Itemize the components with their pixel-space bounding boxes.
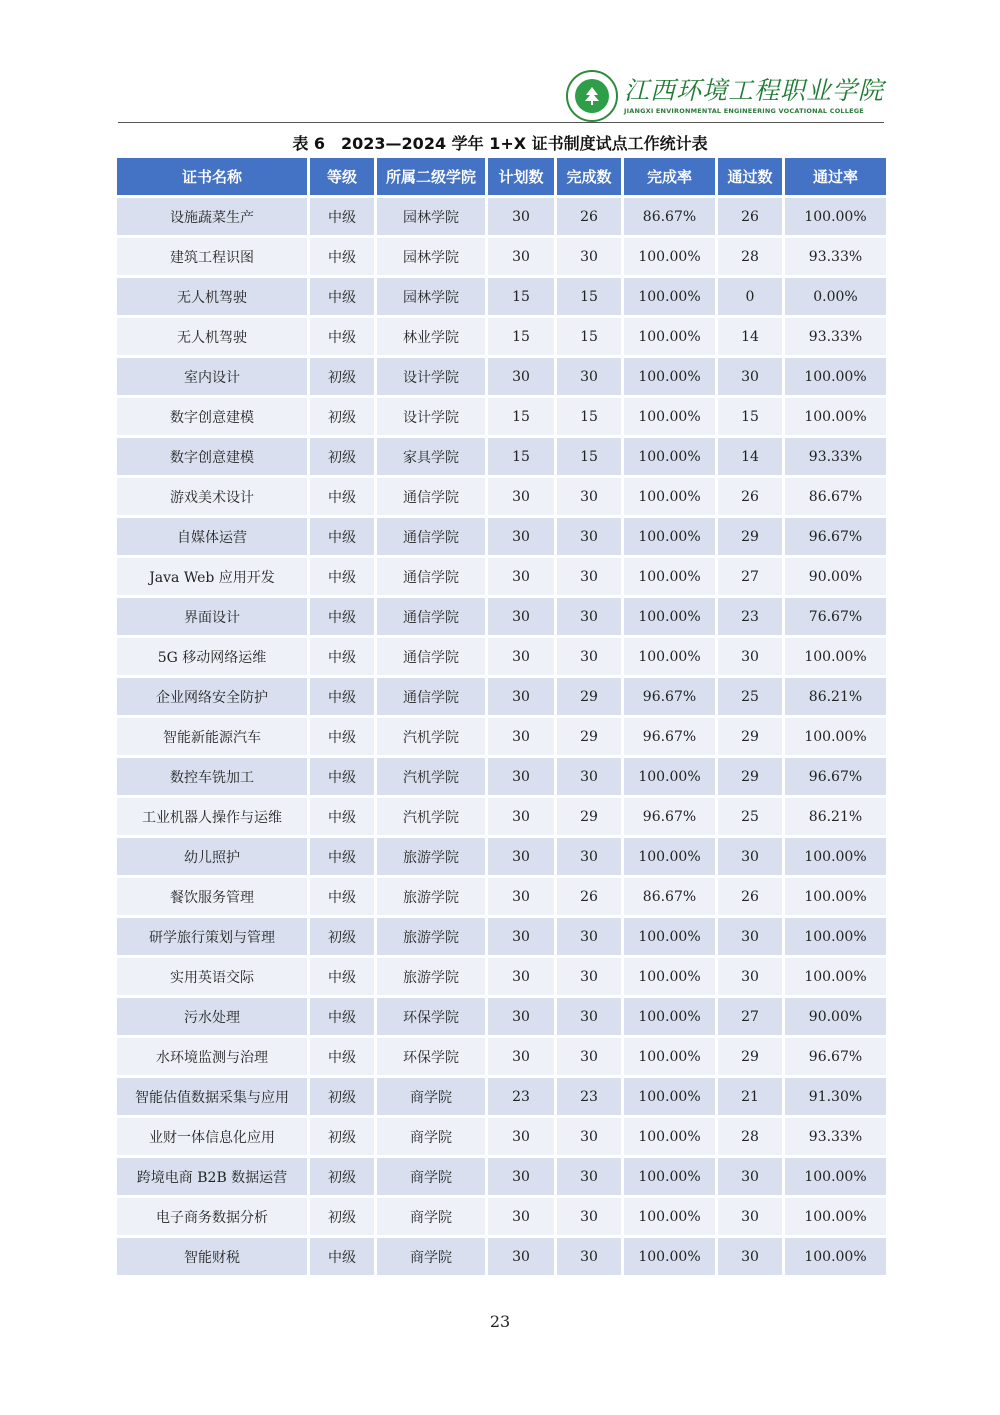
cell-completion-rate: 100.00% (624, 558, 715, 595)
cell-certificate-name: 水环境监测与治理 (117, 1038, 307, 1075)
cell-college: 林业学院 (377, 318, 485, 355)
cell-level: 中级 (310, 1038, 374, 1075)
cell-pass-rate: 93.33% (785, 238, 886, 275)
cell-completion-rate: 100.00% (624, 398, 715, 435)
cell-certificate-name: 室内设计 (117, 358, 307, 395)
cell-completion-rate: 100.00% (624, 998, 715, 1035)
cell-planned-count: 15 (488, 438, 554, 475)
cell-planned-count: 30 (488, 638, 554, 675)
cell-level: 中级 (310, 518, 374, 555)
cell-passed-count: 30 (718, 838, 782, 875)
cell-completed-count: 30 (557, 918, 621, 955)
table-row (117, 1238, 886, 1275)
column-header-planned-count: 计划数 (488, 158, 554, 195)
cell-passed-count: 29 (718, 1038, 782, 1075)
cell-planned-count: 30 (488, 1198, 554, 1235)
cell-college: 环保学院 (377, 1038, 485, 1075)
cell-planned-count: 30 (488, 558, 554, 595)
cell-college: 汽机学院 (377, 758, 485, 795)
cell-level: 初级 (310, 918, 374, 955)
cell-certificate-name: 企业网络安全防护 (117, 678, 307, 715)
cell-passed-count: 29 (718, 518, 782, 555)
cell-completed-count: 30 (557, 1158, 621, 1195)
table-header-row (117, 158, 886, 195)
cell-level: 中级 (310, 678, 374, 715)
column-header-completion-rate: 完成率 (624, 158, 715, 195)
cell-level: 中级 (310, 638, 374, 675)
cell-pass-rate: 100.00% (785, 838, 886, 875)
cell-completed-count: 26 (557, 878, 621, 915)
cell-passed-count: 28 (718, 238, 782, 275)
cell-completion-rate: 100.00% (624, 1198, 715, 1235)
cell-passed-count: 25 (718, 678, 782, 715)
cell-college: 商学院 (377, 1158, 485, 1195)
college-logo (566, 70, 884, 122)
cell-certificate-name: 游戏美术设计 (117, 478, 307, 515)
cell-level: 中级 (310, 758, 374, 795)
cell-passed-count: 15 (718, 398, 782, 435)
cell-completion-rate: 100.00% (624, 1238, 715, 1275)
cell-completion-rate: 100.00% (624, 958, 715, 995)
certificate-statistics-table (114, 155, 889, 1278)
table-row (117, 558, 886, 595)
cell-college: 旅游学院 (377, 918, 485, 955)
cell-pass-rate: 86.21% (785, 678, 886, 715)
cell-completion-rate: 100.00% (624, 1038, 715, 1075)
cell-passed-count: 26 (718, 198, 782, 235)
cell-planned-count: 30 (488, 198, 554, 235)
cell-certificate-name: 幼儿照护 (117, 838, 307, 875)
cell-certificate-name: 智能估值数据采集与应用 (117, 1078, 307, 1115)
cell-completion-rate: 100.00% (624, 918, 715, 955)
cell-level: 中级 (310, 318, 374, 355)
cell-completed-count: 30 (557, 638, 621, 675)
cell-passed-count: 14 (718, 318, 782, 355)
cell-completion-rate: 100.00% (624, 598, 715, 635)
table-row (117, 198, 886, 235)
cell-completed-count: 15 (557, 278, 621, 315)
table-row (117, 678, 886, 715)
cell-college: 通信学院 (377, 558, 485, 595)
cell-completed-count: 30 (557, 598, 621, 635)
cell-college: 商学院 (377, 1078, 485, 1115)
cell-certificate-name: 5G 移动网络运维 (117, 638, 307, 675)
cell-completed-count: 30 (557, 998, 621, 1035)
cell-certificate-name: 电子商务数据分析 (117, 1198, 307, 1235)
cell-completion-rate: 96.67% (624, 718, 715, 755)
cell-pass-rate: 96.67% (785, 758, 886, 795)
cell-planned-count: 30 (488, 958, 554, 995)
column-header-pass-rate: 通过率 (785, 158, 886, 195)
cell-completion-rate: 100.00% (624, 838, 715, 875)
cell-level: 中级 (310, 238, 374, 275)
cell-completion-rate: 100.00% (624, 358, 715, 395)
table-row (117, 1198, 886, 1235)
cell-college: 商学院 (377, 1118, 485, 1155)
cell-completed-count: 15 (557, 438, 621, 475)
cell-level: 初级 (310, 398, 374, 435)
cell-certificate-name: 餐饮服务管理 (117, 878, 307, 915)
cell-level: 中级 (310, 718, 374, 755)
cell-completion-rate: 100.00% (624, 318, 715, 355)
column-header-completed-count: 完成数 (557, 158, 621, 195)
table-row (117, 318, 886, 355)
cell-completion-rate: 100.00% (624, 478, 715, 515)
cell-passed-count: 30 (718, 638, 782, 675)
cell-passed-count: 28 (718, 1118, 782, 1155)
cell-planned-count: 30 (488, 758, 554, 795)
cell-level: 初级 (310, 1198, 374, 1235)
cell-pass-rate: 100.00% (785, 198, 886, 235)
table-row (117, 838, 886, 875)
cell-pass-rate: 100.00% (785, 1158, 886, 1195)
cell-planned-count: 30 (488, 878, 554, 915)
cell-planned-count: 30 (488, 1038, 554, 1075)
cell-passed-count: 29 (718, 758, 782, 795)
cell-pass-rate: 93.33% (785, 438, 886, 475)
cell-certificate-name: 无人机驾驶 (117, 318, 307, 355)
table-row (117, 1118, 886, 1155)
cell-college: 通信学院 (377, 638, 485, 675)
cell-pass-rate: 90.00% (785, 998, 886, 1035)
table-row (117, 1038, 886, 1075)
cell-passed-count: 30 (718, 358, 782, 395)
cell-planned-count: 30 (488, 1238, 554, 1275)
cell-planned-count: 30 (488, 998, 554, 1035)
header-divider (118, 122, 884, 123)
cell-completion-rate: 100.00% (624, 758, 715, 795)
cell-pass-rate: 100.00% (785, 358, 886, 395)
cell-level: 中级 (310, 198, 374, 235)
cell-planned-count: 30 (488, 238, 554, 275)
page-number: 23 (489, 1312, 511, 1331)
cell-completed-count: 30 (557, 838, 621, 875)
cell-passed-count: 27 (718, 998, 782, 1035)
table-row (117, 478, 886, 515)
table-row (117, 1078, 886, 1115)
cell-completed-count: 30 (557, 1038, 621, 1075)
cell-passed-count: 26 (718, 878, 782, 915)
cell-certificate-name: 研学旅行策划与管理 (117, 918, 307, 955)
cell-level: 中级 (310, 998, 374, 1035)
cell-completion-rate: 100.00% (624, 1118, 715, 1155)
cell-pass-rate: 100.00% (785, 1198, 886, 1235)
cell-college: 园林学院 (377, 278, 485, 315)
cell-planned-count: 30 (488, 358, 554, 395)
table-row (117, 758, 886, 795)
table-row (117, 358, 886, 395)
cell-planned-count: 15 (488, 318, 554, 355)
cell-college: 旅游学院 (377, 958, 485, 995)
cell-level: 中级 (310, 558, 374, 595)
cell-completed-count: 29 (557, 678, 621, 715)
cell-level: 中级 (310, 598, 374, 635)
table-row (117, 918, 886, 955)
table-body (117, 198, 886, 1275)
page-header (118, 66, 884, 122)
cell-college: 商学院 (377, 1238, 485, 1275)
cell-pass-rate: 100.00% (785, 958, 886, 995)
cell-passed-count: 30 (718, 1198, 782, 1235)
cell-passed-count: 14 (718, 438, 782, 475)
cell-level: 初级 (310, 1078, 374, 1115)
cell-pass-rate: 96.67% (785, 1038, 886, 1075)
cell-passed-count: 29 (718, 718, 782, 755)
cell-certificate-name: 数字创意建模 (117, 438, 307, 475)
cell-planned-count: 30 (488, 1118, 554, 1155)
cell-certificate-name: 自媒体运营 (117, 518, 307, 555)
cell-college: 通信学院 (377, 518, 485, 555)
cell-completion-rate: 100.00% (624, 438, 715, 475)
cell-level: 中级 (310, 958, 374, 995)
cell-planned-count: 30 (488, 678, 554, 715)
cell-college: 商学院 (377, 1198, 485, 1235)
cell-completion-rate: 100.00% (624, 1078, 715, 1115)
table-row (117, 878, 886, 915)
cell-certificate-name: Java Web 应用开发 (117, 558, 307, 595)
cell-pass-rate: 96.67% (785, 518, 886, 555)
cell-planned-count: 23 (488, 1078, 554, 1115)
cell-pass-rate: 86.67% (785, 478, 886, 515)
cell-passed-count: 30 (718, 1158, 782, 1195)
cell-level: 中级 (310, 838, 374, 875)
cell-planned-count: 30 (488, 798, 554, 835)
cell-passed-count: 30 (718, 958, 782, 995)
cell-pass-rate: 91.30% (785, 1078, 886, 1115)
cell-completed-count: 30 (557, 478, 621, 515)
table-row (117, 278, 886, 315)
cell-certificate-name: 建筑工程识图 (117, 238, 307, 275)
cell-passed-count: 25 (718, 798, 782, 835)
cell-passed-count: 30 (718, 1238, 782, 1275)
cell-college: 设计学院 (377, 398, 485, 435)
column-header-certificate-name: 证书名称 (117, 158, 307, 195)
cell-planned-count: 30 (488, 1158, 554, 1195)
cell-certificate-name: 界面设计 (117, 598, 307, 635)
column-header-college: 所属二级学院 (377, 158, 485, 195)
cell-college: 旅游学院 (377, 838, 485, 875)
cell-certificate-name: 数控车铣加工 (117, 758, 307, 795)
cell-pass-rate: 100.00% (785, 398, 886, 435)
cell-planned-count: 15 (488, 398, 554, 435)
column-header-level: 等级 (310, 158, 374, 195)
cell-completed-count: 30 (557, 758, 621, 795)
cell-pass-rate: 86.21% (785, 798, 886, 835)
cell-certificate-name: 数字创意建模 (117, 398, 307, 435)
cell-completed-count: 30 (557, 558, 621, 595)
cell-pass-rate: 100.00% (785, 918, 886, 955)
cell-planned-count: 30 (488, 918, 554, 955)
cell-certificate-name: 业财一体信息化应用 (117, 1118, 307, 1155)
cell-completed-count: 30 (557, 958, 621, 995)
cell-college: 园林学院 (377, 238, 485, 275)
cell-planned-count: 30 (488, 478, 554, 515)
cell-college: 园林学院 (377, 198, 485, 235)
cell-completion-rate: 96.67% (624, 798, 715, 835)
table-row (117, 1158, 886, 1195)
cell-pass-rate: 100.00% (785, 718, 886, 755)
cell-level: 中级 (310, 478, 374, 515)
table-row (117, 998, 886, 1035)
cell-college: 环保学院 (377, 998, 485, 1035)
cell-completion-rate: 100.00% (624, 278, 715, 315)
cell-planned-count: 30 (488, 598, 554, 635)
cell-certificate-name: 跨境电商 B2B 数据运营 (117, 1158, 307, 1195)
cell-certificate-name: 无人机驾驶 (117, 278, 307, 315)
cell-planned-count: 15 (488, 278, 554, 315)
cell-pass-rate: 93.33% (785, 318, 886, 355)
cell-planned-count: 30 (488, 718, 554, 755)
cell-planned-count: 30 (488, 838, 554, 875)
cell-completion-rate: 86.67% (624, 198, 715, 235)
cell-college: 通信学院 (377, 678, 485, 715)
table-title: 表 6 2023—2024 学年 1+X 证书制度试点工作统计表 (292, 134, 708, 153)
cell-completion-rate: 100.00% (624, 238, 715, 275)
cell-pass-rate: 76.67% (785, 598, 886, 635)
cell-completed-count: 26 (557, 198, 621, 235)
cell-college: 家具学院 (377, 438, 485, 475)
cell-certificate-name: 工业机器人操作与运维 (117, 798, 307, 835)
cell-completed-count: 15 (557, 398, 621, 435)
cell-college: 通信学院 (377, 598, 485, 635)
cell-completed-count: 23 (557, 1078, 621, 1115)
cell-level: 中级 (310, 878, 374, 915)
table-row (117, 958, 886, 995)
cell-certificate-name: 污水处理 (117, 998, 307, 1035)
cell-completed-count: 30 (557, 1198, 621, 1235)
college-name-en: JIANGXI ENVIRONMENTAL ENGINEERING VOCATIONAL COLLEGE (623, 107, 864, 115)
cell-completed-count: 30 (557, 518, 621, 555)
cell-college: 汽机学院 (377, 798, 485, 835)
cell-level: 中级 (310, 278, 374, 315)
table-row (117, 598, 886, 635)
cell-pass-rate: 0.00% (785, 278, 886, 315)
cell-planned-count: 30 (488, 518, 554, 555)
cell-pass-rate: 100.00% (785, 878, 886, 915)
cell-completed-count: 30 (557, 358, 621, 395)
table-row (117, 438, 886, 475)
cell-passed-count: 0 (718, 278, 782, 315)
cell-passed-count: 26 (718, 478, 782, 515)
cell-passed-count: 21 (718, 1078, 782, 1115)
cell-certificate-name: 智能财税 (117, 1238, 307, 1275)
cell-level: 初级 (310, 358, 374, 395)
table-row (117, 638, 886, 675)
college-name-cn: 江西环境工程职业学院 (623, 76, 884, 105)
tree-icon (581, 85, 603, 107)
cell-passed-count: 30 (718, 918, 782, 955)
cell-level: 初级 (310, 1158, 374, 1195)
cell-completion-rate: 100.00% (624, 518, 715, 555)
cell-pass-rate: 90.00% (785, 558, 886, 595)
cell-passed-count: 23 (718, 598, 782, 635)
table-row (117, 238, 886, 275)
cell-pass-rate: 100.00% (785, 638, 886, 675)
cell-completion-rate: 96.67% (624, 678, 715, 715)
cell-completed-count: 29 (557, 798, 621, 835)
cell-completion-rate: 100.00% (624, 1158, 715, 1195)
cell-certificate-name: 智能新能源汽车 (117, 718, 307, 755)
cell-passed-count: 27 (718, 558, 782, 595)
table-row (117, 718, 886, 755)
cell-level: 初级 (310, 438, 374, 475)
column-header-passed-count: 通过数 (718, 158, 782, 195)
cell-college: 汽机学院 (377, 718, 485, 755)
table-row (117, 518, 886, 555)
cell-completed-count: 30 (557, 1238, 621, 1275)
college-emblem-icon (566, 70, 618, 122)
cell-college: 旅游学院 (377, 878, 485, 915)
cell-certificate-name: 实用英语交际 (117, 958, 307, 995)
cell-completed-count: 15 (557, 318, 621, 355)
cell-level: 中级 (310, 1238, 374, 1275)
cell-completion-rate: 100.00% (624, 638, 715, 675)
cell-certificate-name: 设施蔬菜生产 (117, 198, 307, 235)
table-row (117, 398, 886, 435)
cell-completion-rate: 86.67% (624, 878, 715, 915)
cell-college: 设计学院 (377, 358, 485, 395)
cell-pass-rate: 93.33% (785, 1118, 886, 1155)
cell-level: 中级 (310, 798, 374, 835)
cell-pass-rate: 100.00% (785, 1238, 886, 1275)
cell-college: 通信学院 (377, 478, 485, 515)
table-row (117, 798, 886, 835)
cell-completed-count: 29 (557, 718, 621, 755)
cell-completed-count: 30 (557, 1118, 621, 1155)
cell-level: 初级 (310, 1118, 374, 1155)
cell-completed-count: 30 (557, 238, 621, 275)
